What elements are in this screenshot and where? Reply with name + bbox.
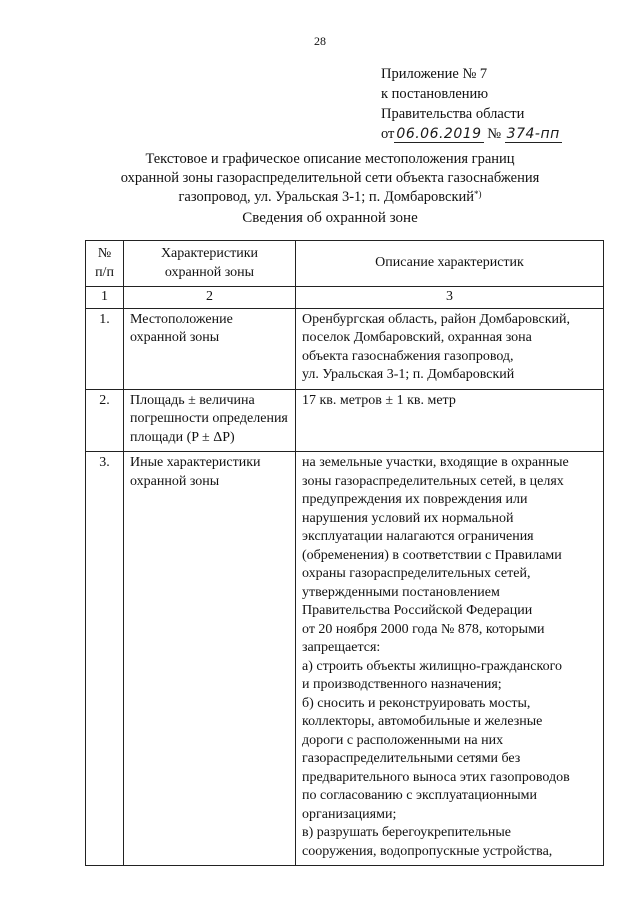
desc-line: зоны газораспределительных сетей, в целях	[302, 473, 564, 489]
desc-line: организациями;	[302, 806, 397, 822]
desc-line: запрещается:	[302, 640, 381, 655]
row-2-num: 2.	[86, 389, 124, 452]
desc-line: от 20 ноября 2000 года № 878, которыми	[302, 621, 545, 637]
header-num-line-1: №	[97, 246, 112, 261]
desc-line: сооружения, водопропускные устройства,	[302, 843, 553, 859]
row-1-num: 1.	[86, 308, 124, 389]
desc-line: а) строить объекты жилищно-гражданского	[302, 658, 562, 674]
desc-line: коллекторы, автомобильные и железные	[302, 714, 543, 729]
desc-line: предварительного выноса этих газопроводов	[302, 769, 570, 785]
desc-line: газораспределительными сетями без	[302, 751, 521, 766]
column-number-row	[86, 287, 604, 309]
desc-line: на земельные участки, входящие в охранные	[302, 455, 569, 470]
table-header-row	[86, 241, 604, 287]
row-2-name: Площадь ± величина погрешности определения площади (P ± ΔP)	[124, 389, 296, 452]
appendix-date-line	[381, 124, 621, 144]
desc-line: 17 кв. метров ± 1 кв. метр	[302, 392, 456, 408]
row-3-desc	[296, 452, 604, 866]
desc-line: в) разрушать берегоукрепительные	[302, 825, 512, 840]
header-description: Описание характеристик	[296, 241, 604, 287]
title-line-3: газопровод, ул. Уральская 3-1; п. Домбаровский	[178, 189, 475, 205]
title-line-2: охранной зоны газораспределительной сети объекта газоснабжения	[120, 170, 540, 186]
column-number-3: 3	[296, 287, 604, 309]
zone-info-table	[85, 240, 604, 866]
appendix-number-sign: №	[487, 126, 502, 142]
desc-line: Оренбургская область, район Домбаровский,	[302, 311, 571, 327]
desc-line: ул. Уральская 3-1; п. Домбаровский	[302, 367, 515, 382]
footnote-mark: *)	[474, 189, 482, 199]
appendix-line-2: к постановлению	[381, 86, 489, 102]
desc-line: предупреждения их повреждения или	[302, 492, 528, 507]
header-char-line-1: Характеристики	[160, 246, 259, 261]
desc-line: эксплуатации налагаются ограничения	[302, 529, 534, 544]
desc-line: Правительства Российской Федерации	[302, 603, 533, 618]
column-number-2: 2	[124, 287, 296, 309]
desc-line: объекта газоснабжения газопровод,	[302, 348, 514, 364]
handwritten-date: 06.06.2019	[396, 126, 482, 142]
desc-line: поселок Домбаровский, охранная зона	[302, 330, 532, 345]
desc-line: по согласованию с эксплуатационными	[302, 788, 537, 803]
column-number-1: 1	[86, 287, 124, 309]
desc-line: охраны газораспределительных сетей,	[302, 566, 531, 581]
header-num-line-2: п/п	[95, 264, 114, 280]
title-line-1: Текстовое и графическое описание местоположения границ	[145, 151, 515, 167]
desc-line: нарушения условий их нормальной	[302, 510, 514, 526]
header-characteristics	[124, 241, 296, 287]
header-num	[86, 241, 124, 287]
table-row	[86, 452, 604, 866]
desc-line: дороги с расположенными на них	[302, 732, 504, 748]
page-number: 28	[314, 34, 326, 48]
desc-line: и производственного назначения;	[302, 677, 502, 692]
row-2-desc	[296, 389, 604, 452]
appendix-header	[381, 64, 621, 144]
header-char-line-2: охранной зоны	[164, 264, 255, 280]
desc-line: б) сносить и реконструировать мосты,	[302, 695, 531, 711]
row-1-desc	[296, 308, 604, 389]
row-3-name: Иные характеристики охранной зоны	[124, 452, 296, 866]
handwritten-number: 374-пп	[506, 126, 560, 142]
document-title	[60, 150, 600, 207]
section-subtitle: Сведения об охранной зоне	[242, 210, 418, 226]
appendix-line-1: Приложение № 7	[381, 66, 488, 82]
table-row	[86, 389, 604, 452]
title-line-3-wrap	[60, 188, 600, 207]
table-row	[86, 308, 604, 389]
desc-line: (обременения) в соответствии с Правилами	[302, 547, 562, 563]
appendix-line-3: Правительства области	[381, 106, 525, 122]
desc-line: утвержденными постановлением	[302, 584, 500, 600]
appendix-from-prefix: от	[381, 126, 395, 142]
row-3-num: 3.	[86, 452, 124, 866]
row-1-name: Местоположение охранной зоны	[124, 308, 296, 389]
